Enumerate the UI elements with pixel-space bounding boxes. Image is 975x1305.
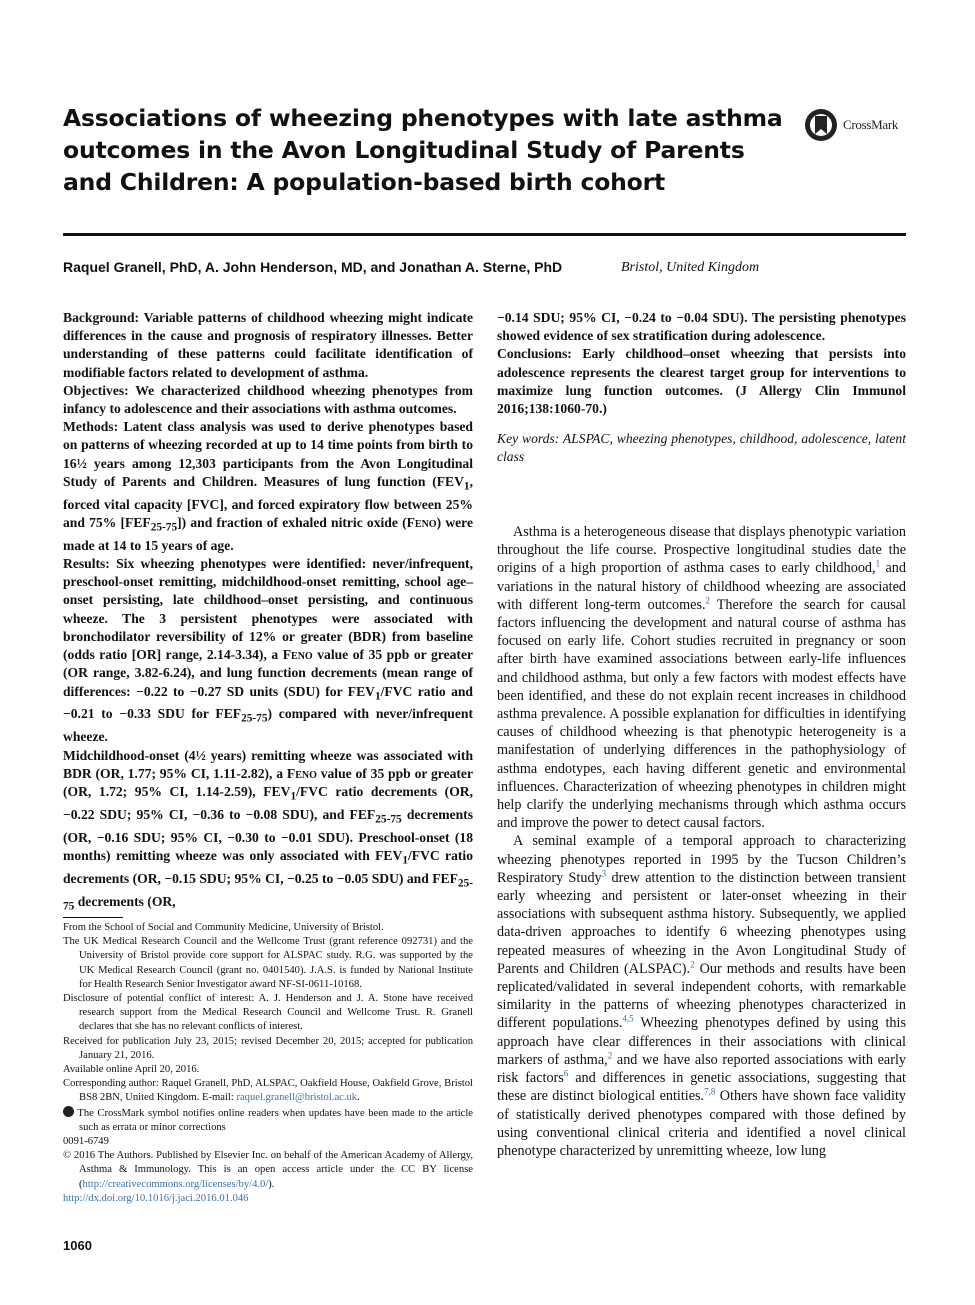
- abstract-conclusions: Conclusions: Early childhood–onset wheezing that persists into adolescence represents the clearest target group for interventions to maximize lung function outcomes. (J Allergy Clin Immunol 2016;138:1060-70.): [497, 346, 906, 417]
- citation-link[interactable]: 7,8: [704, 1086, 716, 1097]
- footnote-corresponding: Corresponding author: Raquel Granell, PhD, ALSPAC, Oakfield House, Oakfield Grove, Bristol BS8 2BN, United Kingdom. E-mail: raquel.granell@bristol.ac.uk.: [63, 1078, 473, 1104]
- footnote-received: Received for publication July 23, 2015; revised December 20, 2015; accepted for publication January 21, 2016.: [63, 1035, 473, 1061]
- footnote-online: Available online April 20, 2016.: [63, 1064, 200, 1076]
- abstract-methods: Methods: Latent class analysis was used to derive phenotypes based on patterns of wheezing recorded at up to 14 time points from birth to 16½ years among 12,303 participants from the Avon Longitudinal Study of Parents and Children. Measures of lung function ($FEV_1$, forced vital capacity [FVC], and forced expiratory flow between 25% and 75% $[FEF_{25-75}]$) and fraction of exhaled nitric oxide (Feno) were made at 14 to 15 years of age.: [63, 419, 473, 553]
- citation-link[interactable]: 3: [601, 868, 607, 879]
- citation-link[interactable]: 4,5: [622, 1013, 634, 1024]
- abstract-background: Background: Variable patterns of childhood wheezing might indicate differences in the cause and prognosis of respiratory illnesses. Better understanding of these patterns could facilitate identification of modifiable factors related to development of asthma.: [63, 310, 473, 380]
- introduction-text: [497, 523, 906, 1160]
- citation-link[interactable]: 2: [607, 1050, 613, 1061]
- license-link[interactable]: http://creativecommons.org/licenses/by/4.0/: [82, 1178, 269, 1190]
- crossmark-badge[interactable]: [804, 108, 898, 142]
- footnote-crossmark: The CrossMark symbol notifies online readers when updates have been made to the article such as errata or minor corrections: [63, 1106, 473, 1135]
- crossmark-small-icon: [63, 1106, 74, 1117]
- crossmark-label: CrossMark: [843, 117, 899, 132]
- footnotes: [63, 921, 473, 1206]
- footnote-disclosure: Disclosure of potential conflict of interest: A. J. Henderson and J. A. Stone have received research support from the Medical Research Council and Wellcome Trust. R. Granell declares that she has no relevant conflicts of interest.: [63, 993, 473, 1033]
- citation-link[interactable]: 6: [563, 1068, 569, 1079]
- keywords: Key words: ALSPAC, wheezing phenotypes, childhood, adolescence, latent class: [497, 431, 906, 465]
- page-number: 1060: [63, 1238, 92, 1253]
- abstract-results-continued: Midchildhood-onset (4½ years) remitting wheeze was associated with BDR (OR, 1.77; 95% CI, 1.11-2.82), a Feno value of 35 ppb or greater (OR, 1.72; 95% CI, 1.14-2.59), $FEV_1$/FVC ratio decrements (OR, −0.22 SDU; 95% CI, −0.36 to −0.08 SDU), and $FEF_{25-75}$ decrements (OR, −0.16 SDU; 95% CI, −0.30 to −0.01 SDU). Preschool-onset (18 months) remitting wheeze was only associated with $FEV_1$/FVC ratio decrements (OR, −0.15 SDU; 95% CI, −0.25 to −0.05 SDU) and $FEF_{25-75}$ decrements (OR,: [63, 747, 474, 913]
- abstract-objectives: Objectives: We characterized childhood wheezing phenotypes from infancy to adolescence and their associations with asthma outcomes.: [63, 382, 473, 417]
- article-title: Associations of wheezing phenotypes with late asthma outcomes in the Avon Longitudinal Study of Parents and Children: A population-based birth cohort: [63, 104, 783, 196]
- abstract-results-end: −0.14 SDU; 95% CI, −0.24 to −0.04 SDU). The persisting phenotypes showed evidence of sex stratification during adolescence.: [497, 310, 906, 344]
- author-list: Raquel Granell, PhD, A. John Henderson, MD, and Jonathan A. Sterne, PhD: [63, 259, 563, 275]
- abstract-right-column: [497, 309, 906, 467]
- citation-link[interactable]: 2: [705, 595, 711, 606]
- footnote-funding: The UK Medical Research Council and the Wellcome Trust (grant reference 092731) and the University of Bristol provide core support for ALSPAC study. R.G. was supported by the UK Medical Research Council (grant no. 0401540). J.A.S. is funded by National Institute for Health Research Senior Investigator award NF-SI-0611-10168.: [63, 936, 473, 990]
- email-link[interactable]: raquel.granell@bristol.ac.uk: [236, 1092, 358, 1104]
- abstract-results: Results: Six wheezing phenotypes were identified: never/infrequent, preschool-onset remitting, midchildhood-onset remitting, school age–onset persisting, late childhood–onset persisting, and continuous wheeze. The 3 persistent phenotypes were associated with bronchodilator reversibility of 12% or greater (BDR) from baseline (odds ratio [OR] range, 2.14-3.34), a Feno value of 35 ppb or greater (OR range, 3.82-6.24), and lung function decrements (mean range of differences: −0.22 to −0.27 SD units (SDU) for $FEV_1$/FVC ratio and −0.21 to −0.33 SDU for $FEF_{25-75}$) compared with never/infrequent wheeze.: [63, 556, 474, 745]
- citation-link[interactable]: 2: [690, 959, 695, 970]
- footnote-doi: [63, 1192, 473, 1206]
- title-divider: [63, 233, 906, 236]
- footnote-issn: 0091-6749: [63, 1136, 109, 1148]
- crossmark-icon: [804, 108, 838, 142]
- doi-link[interactable]: http://dx.doi.org/10.1016/j.jaci.2016.01.046: [63, 1192, 249, 1204]
- body-paragraph: A seminal example of a temporal approach to characterizing wheezing phenotypes reported in 1995 by the Tucson Children’s Respiratory Study$^3$ drew attention to the distinction between transient early wheezing and persistent or later-onset wheezing in their associations with subsequent asthma history. Subsequently, we applied data-driven approaches to identify 6 wheezing phenotypes using repeated measures of wheezing in the Avon Longitudinal Study of Parents and Children (ALSPAC).$^2$ Our methods and results have been replicated/validated in several independent cohorts, with remarkable similarity in the patterns of wheezing phenotypes characterized in different populations.$^{4,5}$ Wheezing phenotypes defined by using this approach have clear differences in their associations with clinical markers of asthma,$^2$ and we have also reported associations with early risk factors$^6$ and differences in genetic associations, suggesting that these are distinct biological entities.$^{7,8}$ Others have shown face validity of statistically derived phenotypes compared with those defined by using conventional clinical criteria and identified a novel clinical phenotype characterized by unremitting wheeze, low lung: [497, 833, 907, 1159]
- body-paragraph: Asthma is a heterogeneous disease that displays phenotypic variation throughout the life course. Prospective longitudinal studies date the origins of a high proportion of asthma cases to early childhood,$^1$ and variations in the natural history of childhood wheezing are associated with different long-term outcomes.$^2$ Therefore the search for causal factors influencing the development and natural course of asthma has focused on early life. Cohort studies recruited in pregnancy or soon after birth have examined associations between early-life influences and childhood asthma, but only a few factors with modest effects have been identified, and these do not explain recent increases in childhood asthma prevalence. A possible explanation for difficulties in identifying causes of childhood wheezing is that phenotypic heterogeneity is a manifestation of underlying differences in the pathophysiology of asthma endotypes, each having different genetic and environmental influences. Characterization of wheezing phenotypes in children might help clarify the underlying mechanisms through which asthma occurs and improve the power to detect causal factors.: [497, 524, 906, 832]
- citation-link[interactable]: 1: [875, 558, 881, 569]
- footnote-divider: [63, 917, 123, 918]
- author-location: Bristol, United Kingdom: [621, 260, 760, 275]
- footnote-copyright: © 2016 The Authors. Published by Elsevier Inc. on behalf of the American Academy of Allergy, Asthma & Immunology. This is an open access article under the CC BY license (http://creativecommons.org/licenses/by/4.0/).: [63, 1150, 473, 1190]
- abstract-left-column: [63, 309, 473, 916]
- footnote-affiliation: From the School of Social and Community Medicine, University of Bristol.: [63, 922, 384, 933]
